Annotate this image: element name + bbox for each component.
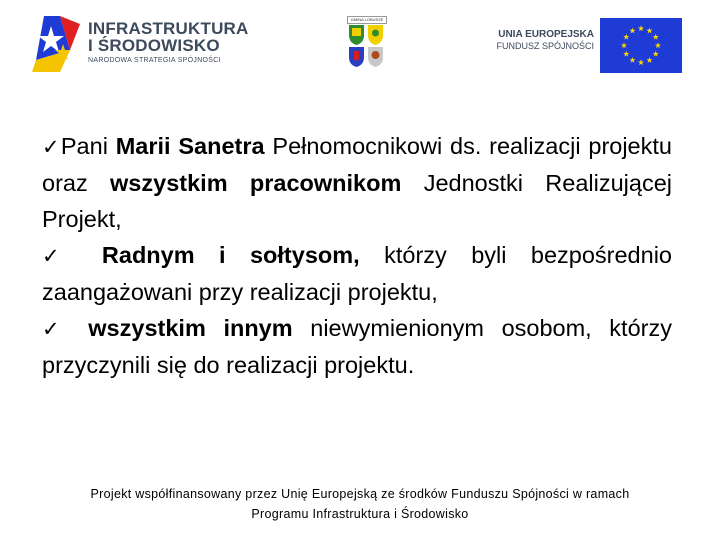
- p1-bold-2: wszystkim pracownikom: [110, 170, 402, 196]
- thanks-paragraph-3: [42, 310, 672, 383]
- p2-text-1: którzy byli bezpośrednio zaangażowani przy realizacji projektu,: [42, 242, 672, 305]
- p1-text-3: Jednostki Realizującej Projekt,: [42, 170, 672, 232]
- checkmark-icon: ✓: [42, 135, 61, 159]
- p2-bold-1: Radnym i sołtysom,: [77, 242, 360, 268]
- thanks-paragraph-2: [42, 237, 672, 310]
- eu-logo-line2: FUNDUSZ SPÓJNOŚCI: [496, 41, 594, 51]
- eu-logo-text: [484, 30, 594, 51]
- acknowledgements-text: [42, 128, 672, 383]
- logo-subtitle: NARODOWA STRATEGIA SPÓJNOŚCI: [88, 57, 221, 64]
- crest-shields-icon: [343, 16, 389, 72]
- logo-title-line1: INFRASTRUKTURA: [88, 19, 249, 38]
- p3-text-1: niewymienionym osobom, którzy przyczynili się do realizacji projektu.: [42, 315, 672, 378]
- footer-line-2: Programu Infrastruktura i Środowisko: [251, 507, 469, 521]
- crest-top-label: GMINA LOBUSZE: [347, 16, 387, 24]
- p1-text-1: Pani: [60, 133, 116, 159]
- funding-footer: [20, 484, 700, 524]
- logo-title-line2: I ŚRODOWISKO: [88, 36, 220, 55]
- p1-bold-1: Marii Sanetra: [115, 133, 265, 159]
- eu-flag-icon: [600, 18, 682, 73]
- infrastruktura-logo: [30, 14, 249, 76]
- p3-bold-1: wszystkim innym: [70, 315, 293, 341]
- p1-text-2: Pełnomocnikowi ds. realizacji projektu oraz: [42, 133, 672, 196]
- municipal-crests: [343, 16, 389, 72]
- eu-logo-line1: UNIA EUROPEJSKA: [498, 29, 594, 40]
- footer-line-1: Projekt współfinansowany przez Unię Europejską ze środków Funduszu Spójności w ramach: [90, 487, 630, 501]
- nss-star-icon: [30, 14, 86, 74]
- checkmark-icon: ✓: [42, 244, 78, 268]
- thanks-paragraph-1: [42, 128, 672, 237]
- checkmark-icon: ✓: [42, 317, 71, 341]
